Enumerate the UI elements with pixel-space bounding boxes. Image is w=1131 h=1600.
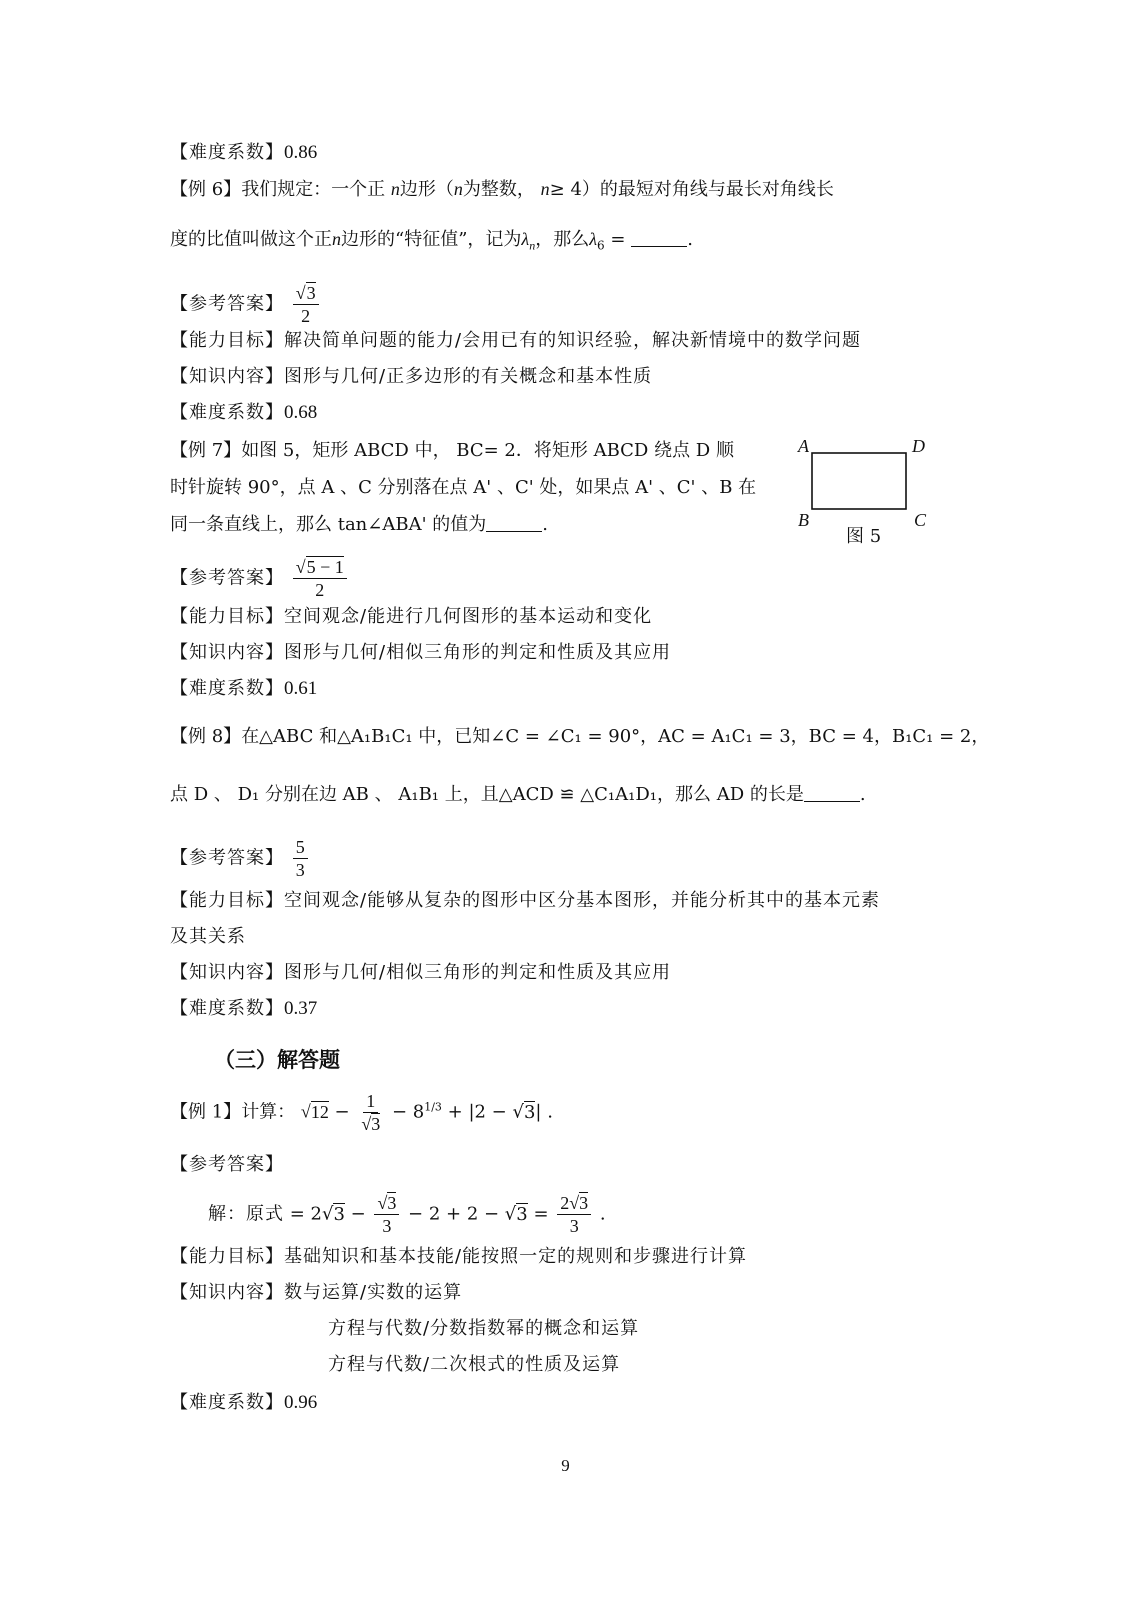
ex7-question-line3: 同一条直线上，那么 tan∠ABA' 的值为 . [170,514,548,535]
ex1-sol-fraction2: $\frac{2√3}{3}$ [557,1192,591,1237]
vertex-a-label: A [798,436,809,456]
ex7-line2: 时针旋转 90°，点 A 、C 分别落在点 A' 、C' 处，如果点 A' 、C' 、B 在 [170,477,757,498]
ex6-answer-fraction: $\frac{√3}{2}$ [293,282,319,327]
ex6-text-e: 度的比值叫做这个正 [170,229,332,250]
ex8-question-line1 [170,724,989,750]
ex8-tag: 【例 8】 [170,726,242,747]
ex1-tag: 【例 1】 [170,1101,242,1123]
ex6-text-d: ≥ 4）的最短对角线与最长对角线长 [549,179,834,200]
ex7-line1: 如图 5，矩形 ABCD 中， BC= 2．将矩形 ABCD 绕点 D 顺 [241,440,734,461]
ex6-text-h: = [610,229,626,250]
ex1-question-line: 【例 1】计算： √12 − $\frac{1}{√3}$ − $8^{1/3} + |2 - √3|$ . [170,1091,553,1134]
ex6-question-line1: 【例 6】我们规定：一个正 n边形（n为整数， n≥ 4）的最短对角线与最长对角线长 [170,179,834,200]
difficulty-value: 0.86 [284,142,318,163]
ex8-ability-cont: 及其关系 [170,926,246,947]
ex7-question-line1 [170,438,734,464]
ex1-difficulty: 0.96 [284,1392,318,1413]
knowledge-label: 【知识内容】 [170,366,284,387]
ex7-answer-num: 5 − 1 [306,557,344,577]
ex8-line2: 点 D 、 D₁ 分别在边 AB 、 A₁B₁ 上，且△ACD ≌ △C₁A₁D₁，那么 AD 的长是 [170,784,804,805]
ex6-tag: 【例 6】 [170,179,242,200]
figure-5-rectangle [796,436,936,546]
ex6-answer-line [170,282,322,327]
ability-label: 【能力目标】 [170,330,284,351]
ex6-text-a: 我们规定：一个正 [241,179,386,200]
difficulty-label: 【难度系数】 [170,998,284,1019]
ex6-difficulty: 0.68 [284,402,318,423]
ex1-knowledge-line [170,1280,462,1306]
ex1-sol-fraction1: $\frac{√3}{3}$ [374,1192,399,1237]
ex1-answer-label-line [170,1152,284,1178]
ex8-ability: 空间观念/能够从复杂的图形中区分基本图形，并能分析其中的基本元素 [284,890,881,911]
figure-caption: 图 5 [846,526,882,547]
ex1-knowledge-line3 [328,1352,620,1378]
ex8-question-line2: 点 D 、 D₁ 分别在边 AB 、 A₁B₁ 上，且△ACD ≌ △C₁A₁D₁，那么 AD 的长是 . [170,784,866,805]
difficulty-label: 【难度系数】 [170,402,284,423]
top-difficulty-line [170,140,317,166]
vertex-b-label: B [798,510,809,530]
ex6-answer-den: 2 [301,306,311,326]
ex1-ability-line [170,1244,747,1270]
ex7-knowledge-line [170,640,671,666]
difficulty-label: 【难度系数】 [170,1392,284,1413]
answer-label: 【参考答案】 [170,293,284,315]
ex8-knowledge-line [170,960,671,986]
ex6-difficulty-line [170,400,317,426]
ex8-difficulty-line [170,996,317,1022]
ex8-ability-line1 [170,888,880,914]
answer-blank [486,513,542,532]
vertex-c-label: C [914,510,927,530]
ex8-answer-den: 3 [295,860,305,880]
answer-blank [631,228,687,247]
ex1-knowledge-3: 方程与代数/二次根式的性质及运算 [328,1354,621,1375]
ex7-answer-den: 2 [315,580,325,600]
knowledge-label: 【知识内容】 [170,642,284,663]
answer-label: 【参考答案】 [170,567,284,589]
ex7-tag: 【例 7】 [170,440,242,461]
knowledge-label: 【知识内容】 [170,1282,284,1303]
ex6-text-f: 边形的“特征值”，记为 [341,229,522,250]
rectangle-abcd [812,453,906,509]
ex7-ability: 空间观念/能进行几何图形的基本运动和变化 [284,606,653,627]
ex7-ability-line [170,604,652,630]
answer-label: 【参考答案】 [170,1154,284,1175]
ex8-answer-fraction [293,836,308,881]
ex8-answer-line [170,836,311,881]
ex7-answer-line [170,556,350,601]
vertex-d-label: D [912,436,925,456]
difficulty-label: 【难度系数】 [170,142,284,163]
solution-prefix: 解：原式 [208,1203,284,1225]
ex1-ability: 基础知识和基本技能/能按照一定的规则和步骤进行计算 [284,1246,748,1267]
ex8-difficulty: 0.37 [284,998,318,1019]
ex8-answer-num: 5 [293,836,308,859]
ex7-answer-fraction: $\frac{√5 - 1}{2}$ [293,556,347,601]
ex1-prompt: 计算： [241,1101,296,1123]
ex7-difficulty-line [170,676,317,702]
ability-label: 【能力目标】 [170,890,284,911]
page-number: 9 [561,1456,570,1475]
ability-label: 【能力目标】 [170,1246,284,1267]
ex6-question-line2: 度的比值叫做这个正n边形的“特征值”，记为$\lambda_n$，那么$\lambda_6$ = . [170,229,693,253]
ex8-ability-line2 [170,924,246,950]
ex1-knowledge-line2 [328,1316,639,1342]
ex7-difficulty: 0.61 [284,678,318,699]
ex7-question-line2 [170,475,756,501]
ex8-knowledge: 图形与几何/相似三角形的判定和性质及其应用 [284,962,672,983]
ex6-knowledge: 图形与几何/正多边形的有关概念和基本性质 [284,366,653,387]
ex6-text-c: 为整数， [462,179,535,200]
ex7-line3: 同一条直线上，那么 tan∠ABA' 的值为 [170,514,487,535]
ex6-text-g: ，那么 [535,229,590,250]
ex6-knowledge-line [170,364,652,390]
ability-label: 【能力目标】 [170,606,284,627]
answer-blank [804,783,860,802]
ex1-solution-line: 解：原式 = 2√3 − $\frac{√3}{3}$ − 2 + 2 − √3 = $\frac{2√3}{3}$ . [208,1193,606,1236]
ex6-answer-num: 3 [306,283,316,303]
ex6-text-b: 边形（ [399,179,454,200]
ex1-knowledge-1: 数与运算/实数的运算 [284,1282,463,1303]
ex1-difficulty-line [170,1390,317,1416]
ex6-ability: 解决简单问题的能力/会用已有的知识经验，解决新情境中的数学问题 [284,330,862,351]
ex6-ability-line [170,328,861,354]
difficulty-label: 【难度系数】 [170,678,284,699]
knowledge-label: 【知识内容】 [170,962,284,983]
ex7-knowledge: 图形与几何/相似三角形的判定和性质及其应用 [284,642,672,663]
ex1-fraction: $\frac{1}{√3}$ [361,1091,381,1134]
section-title: （三）解答题 [214,1048,340,1072]
answer-label: 【参考答案】 [170,847,284,869]
ex8-line1: 在△ABC 和△A₁B₁C₁ 中，已知∠C = ∠C₁ = 90°，AC = A₁C₁ = 3，BC = 4，B₁C₁ = 2， [241,726,990,747]
ex1-knowledge-2: 方程与代数/分数指数幂的概念和运算 [328,1318,640,1339]
